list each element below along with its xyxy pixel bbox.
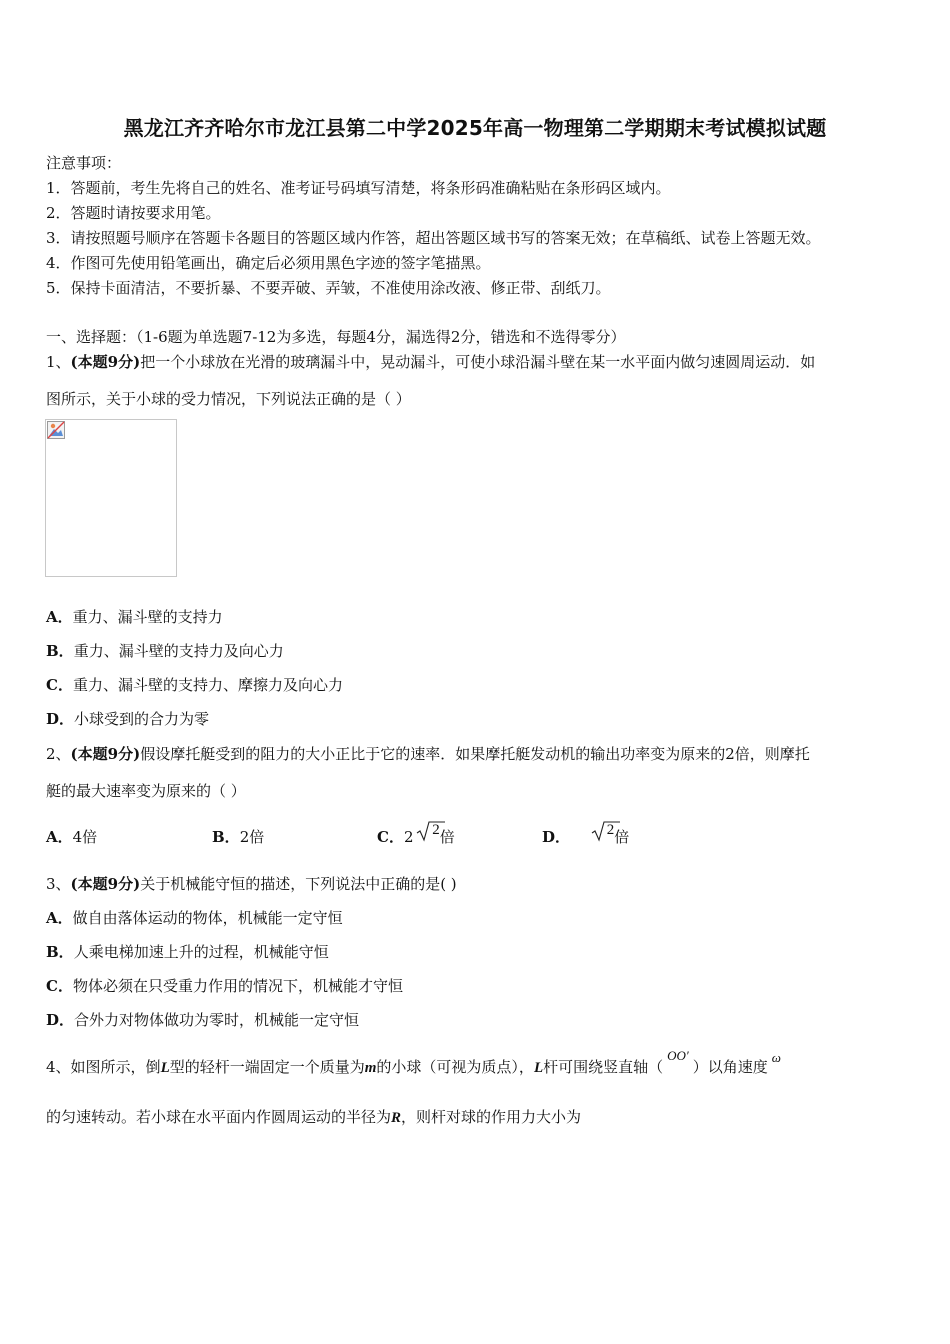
option-a: A．做自由落体运动的物体，机械能一定守恒 [46, 909, 343, 927]
radical-sign-icon [591, 820, 621, 842]
option-b: B．2倍 [212, 828, 265, 846]
radical-sign-icon [416, 820, 446, 842]
question-text: 图所示，关于小球的受力情况，下列说法正确的是（ ） [46, 390, 411, 408]
question-text: 把一个小球放在光滑的玻璃漏斗中，晃动漏斗，可使小球沿漏斗壁在某一水平面内做匀速圆周运动．如 [140, 353, 816, 371]
notice-heading: 注意事项： [46, 154, 122, 172]
page-title: 黑龙江齐齐哈尔市龙江县第二中学2025年高一物理第二学期期末考试模拟试题 [123, 116, 827, 140]
notice-item: 4．作图可先使用铅笔画出，确定后必须用黑色字迹的签字笔描黑。 [46, 254, 491, 272]
option-a: A．4倍 [46, 828, 98, 846]
sqrt-expression: 2 [418, 822, 440, 839]
question-text: 的匀速转动。若小球在水平面内作圆周运动的半径为R，则杆对球的作用力大小为 [46, 1108, 582, 1126]
option-c: C．重力、漏斗壁的支持力、摩擦力及向心力 [46, 676, 343, 694]
notice-item: 3．请按照题号顺序在答题卡各题目的答题区域内作答，超出答题区域书写的答案无效；在草稿纸、试卷上答题无效。 [46, 229, 821, 247]
option-d: D． 2倍 [542, 822, 630, 846]
option-d: D．合外力对物体做功为零时，机械能一定守恒 [46, 1011, 360, 1029]
question-2 [46, 743, 810, 764]
notice-item: 1．答题前，考生先将自己的姓名、准考证号码填写清楚，将条形码准确粘贴在条形码区域内。 [46, 179, 671, 197]
option-b: B．人乘电梯加速上升的过程，机械能守恒 [46, 943, 329, 961]
question-text: 艇的最大速率变为原来的（ ） [46, 782, 246, 800]
question-text: 关于机械能守恒的描述，下列说法中正确的是( ) [140, 875, 457, 893]
option-a: A．重力、漏斗壁的支持力 [46, 608, 223, 626]
notice-item: 5．保持卡面清洁，不要折暴、不要弄破、弄皱，不准使用涂改液、修正带、刮纸刀。 [46, 279, 611, 297]
option-c: C．2 2倍 [377, 822, 455, 846]
sqrt-expression: 2 [593, 822, 615, 839]
option-c: C．物体必须在只受重力作用的情况下，机械能才守恒 [46, 977, 403, 995]
notice-item: 2．答题时请按要求用笔。 [46, 204, 221, 222]
option-d: D．小球受到的合力为零 [46, 710, 210, 728]
question-3 [46, 873, 457, 894]
question-1 [46, 351, 815, 372]
question-text: 假设摩托艇受到的阻力的大小正比于它的速率．如果摩托艇发动机的输出功率变为原来的2倍，则摩托 [140, 745, 810, 763]
question-number: 1、 [46, 353, 71, 371]
question-score: (本题9分) [70, 875, 141, 893]
question-4: 4、如图所示，倒L型的轻杆一端固定一个质量为m的小球（可视为质点），L杆可围绕竖直轴（OO′）以角速度ω [46, 1048, 781, 1076]
axis-label: OO′ [667, 1048, 689, 1063]
section-heading: 一、选择题：（1-6题为单选题7-12为多选，每题4分，漏选得2分，错选和不选得零分） [46, 328, 626, 346]
broken-image-icon [47, 421, 65, 439]
question-score: (本题9分) [70, 745, 141, 763]
question-number: 2、 [46, 745, 71, 763]
omega-symbol: ω [771, 1050, 781, 1065]
figure-placeholder [45, 419, 177, 577]
option-b: B．重力、漏斗壁的支持力及向心力 [46, 642, 284, 660]
question-score: (本题9分) [70, 353, 141, 371]
question-number: 3、 [46, 875, 71, 893]
